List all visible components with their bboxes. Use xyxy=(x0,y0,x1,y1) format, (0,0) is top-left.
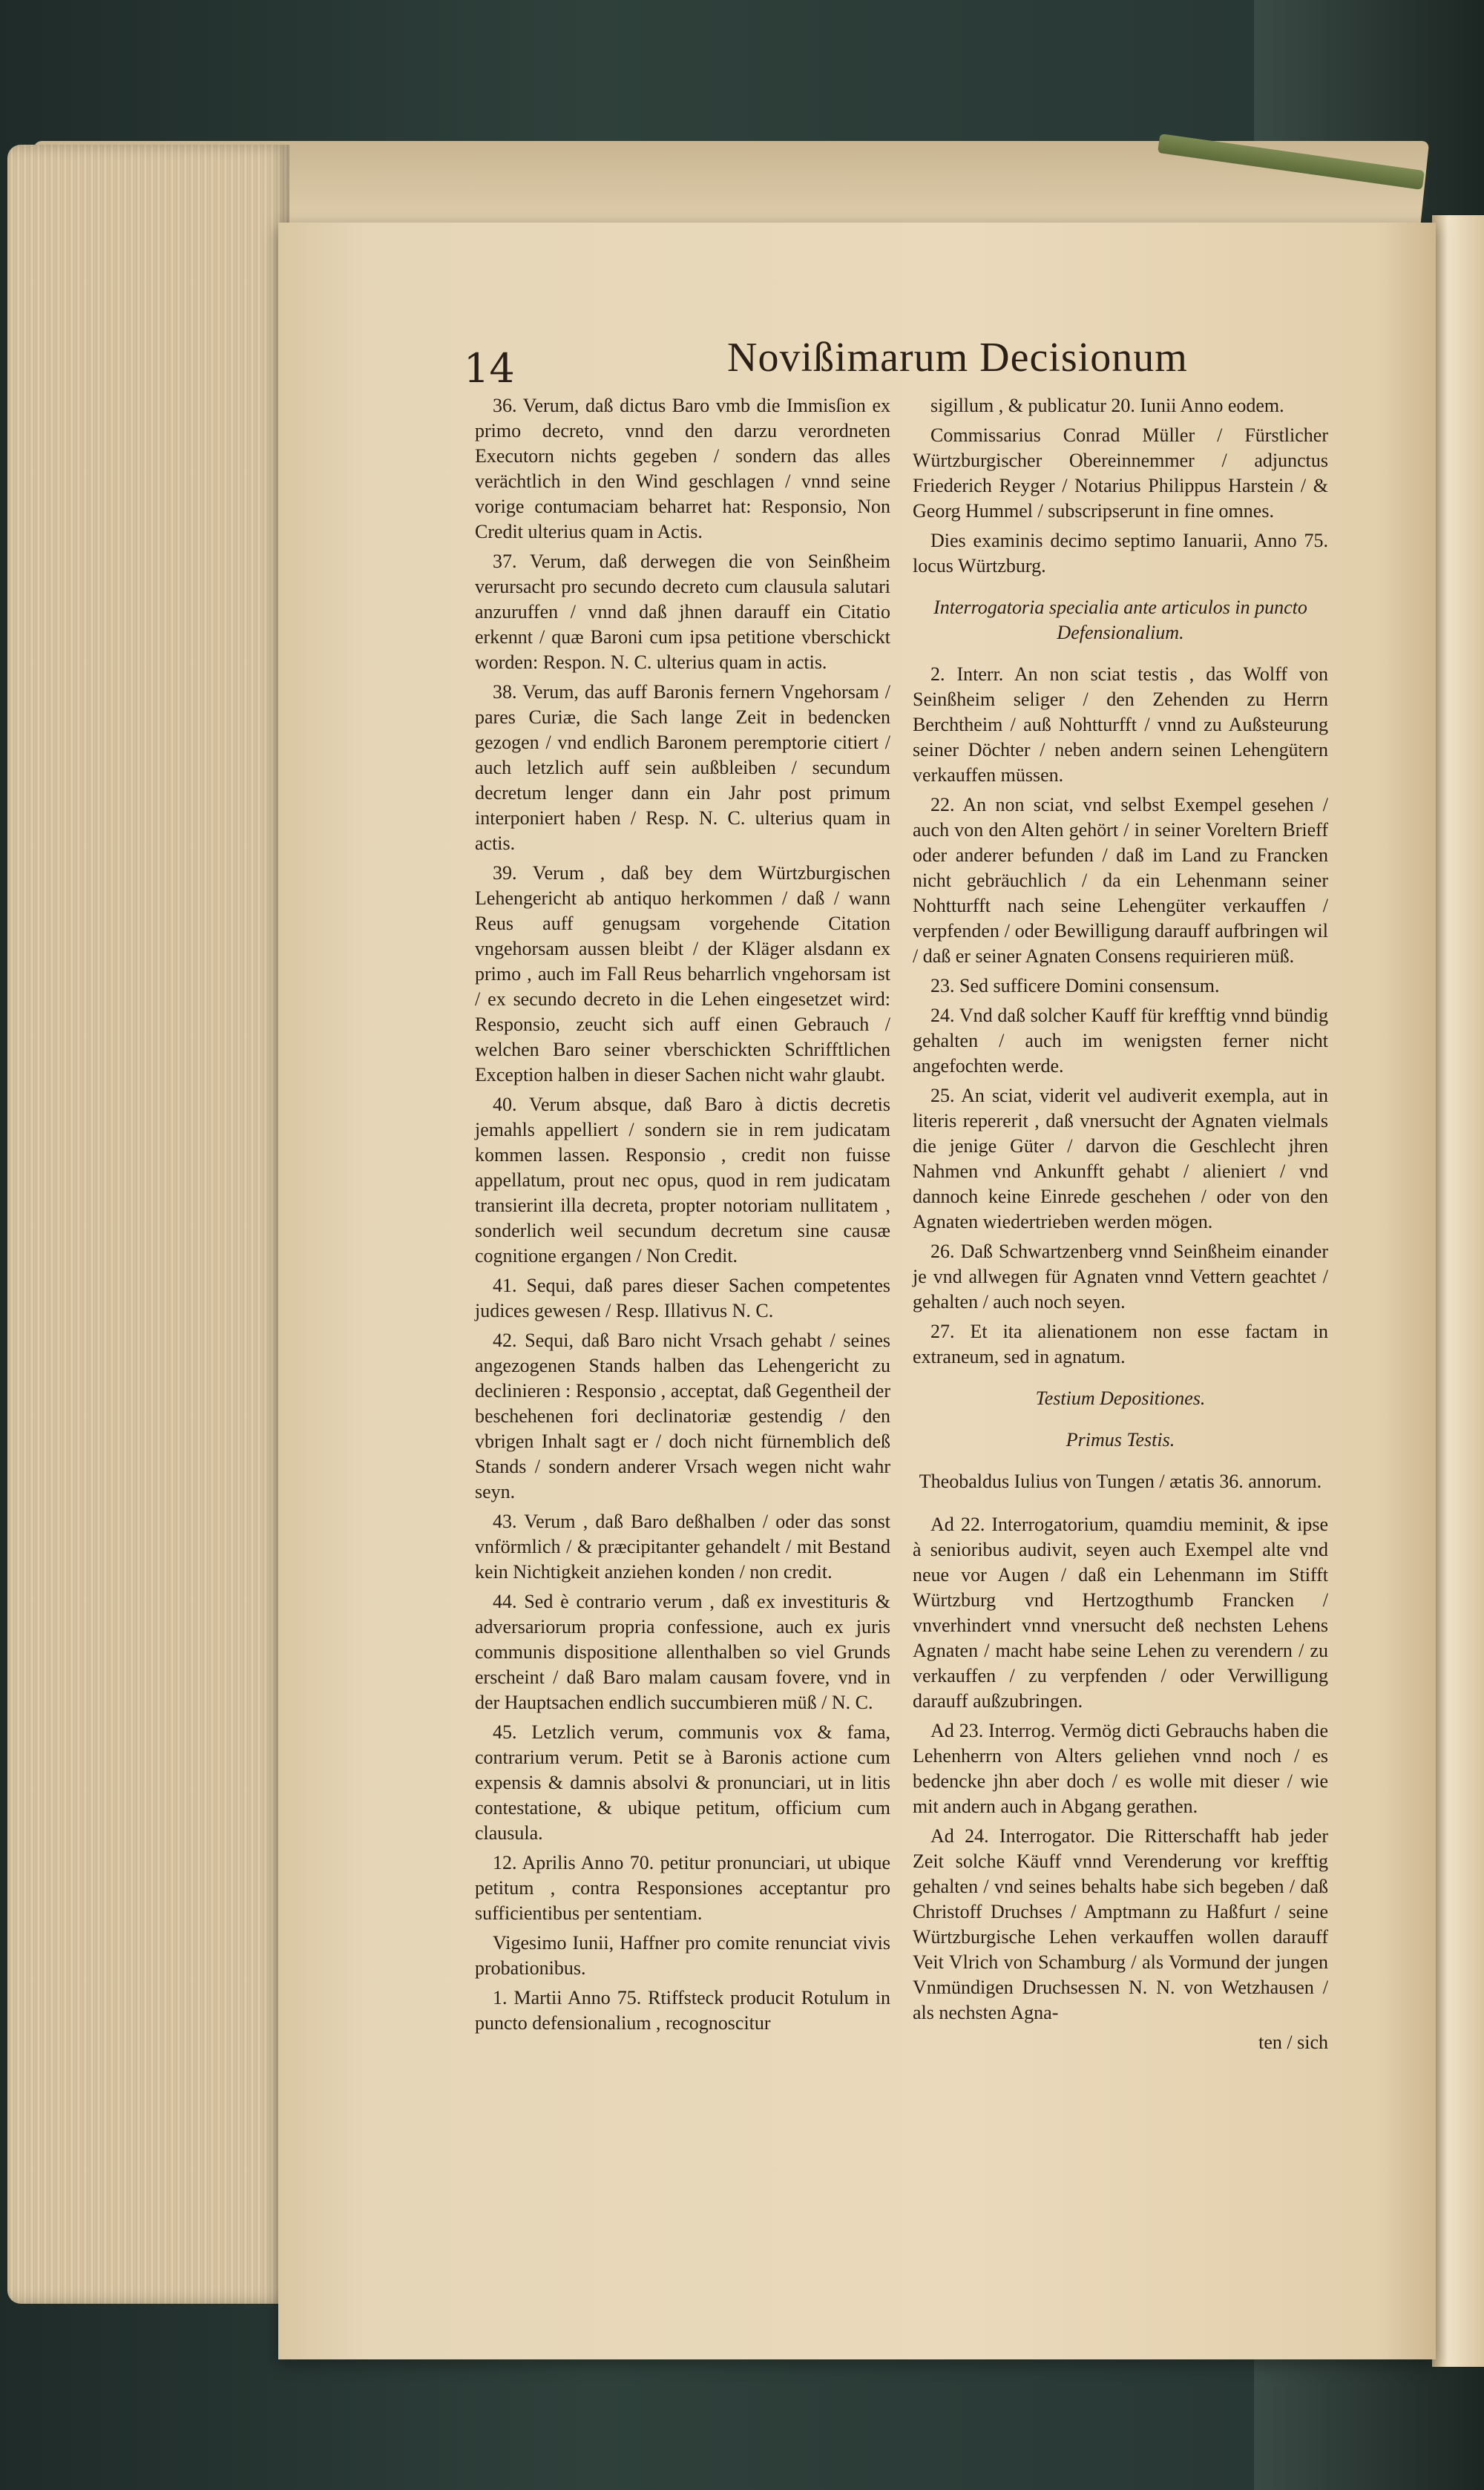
section-heading: Testium Depositiones. xyxy=(1035,1387,1206,1409)
paragraph: 36. Verum, daß dictus Baro vmb die Immisſion ex primo decreto, vnnd den darzu verordneten Executorn nichts gegeben / sondern das alles verächtlich in den Wind geschlagen / vnnd seine vorige contumaciam beharret hat: Responsio, Non Credit ulterius quam in Actis. xyxy=(475,395,890,542)
paragraph: 37. Verum, daß derwegen die von Seinßheim verursacht pro secundo decreto cum clausula salutari anzuruffen / vnnd daß jhnen darauff ein Citatio erkennt / quæ Baroni cum ipsa petitione vberschickt worden: Respon. N. C. ulterius quam in actis. xyxy=(475,551,890,673)
paragraph: Commissarius Conrad Müller / Fürstlicher Würtzburgischer Obereinnemmer / adjunctus Friederich Reyger / Notarius Philippus Harstein / & Georg Hummel / subscripserunt in fine omnes. xyxy=(913,424,1328,522)
interrogatory-item: 23. Sed sufficere Domini consensum. xyxy=(930,975,1220,996)
deposition: Ad 22. Interrogatorium, quamdiu meminit, & ipse à senioribus audivit, seyen auch Exempel alte vnd neue vor Augen / daß ein Lehenmann im Stifft Würtzburg vnd Hertzogthumb Francken / vnverhindert vnnd vnersucht deß nechsten Lehens Agnaten / macht habe seine Lehen zu verendern / zu verkauffen / zu verpfenden / oder Verwilligung darauff außzubringen. xyxy=(913,1514,1328,1712)
book-gutter xyxy=(1432,215,1484,2367)
witness-line: Theobaldus Iulius von Tungen / ætatis 36. annorum. xyxy=(919,1471,1322,1492)
interrogatory-item: 25. An sciat, viderit vel audiverit exempla, aut in literis repererit , daß vnersucht der Agnaten vielmals die jenige Güter / darvon die Geschlecht jhren Nahmen vnd Ankunfft gehabt / alieniert / vnd dannoch keine Einrede geschehen / oder von den Agnaten wiedertrieben werden mögen. xyxy=(913,1085,1328,1232)
paragraph: 42. Sequi, daß Baro nicht Vrsach gehabt / seines angezogenen Stands halben das Lehengericht zu declinieren : Responsio , acceptat, daß Gegentheil der beschehenen fori declinatoriæ gestendig / den vbrigen Inhalt sagt er / doch nicht fürnemblich deß Stands / sondern anderer Vrsach wegen nicht wahr seyn. xyxy=(475,1330,890,1502)
paragraph: 1. Martii Anno 75. Rtiffsteck producit Rotulum in puncto defensionalium , recognoscitur xyxy=(475,1987,890,2034)
interrogatory-item: 22. An non sciat, vnd selbst Exempel gesehen / auch von den Alten gehört / in seiner Voreltern Brieff oder anderer befunden / daß im Land zu Francken nicht gebräuchlich / da ein Lehenmann seiner Nohtturfft nach seine Lehengüter verkauffen / verpfenden / oder Bewilligung darauff aufbringen wil / daß er seiner Agnaten Consens requirieren müß. xyxy=(913,794,1328,967)
deposition: Ad 23. Interrog. Vermög dicti Gebrauchs haben die Lehenherrn von Alters geliehen vnnd noch / es bedencke jhn aber doch / es wolle mit dieser / wie mit andern auch in Abgang gerathen. xyxy=(913,1720,1328,1817)
right-column xyxy=(913,393,1328,2055)
interrogatory-item: 24. Vnd daß solcher Kauff für krefftig vnnd bündig gehalten / auch im wenigsten ferner nicht angefochten werde. xyxy=(913,1005,1328,1077)
interrogatory-item: 2. Interr. An non sciat testis , das Wolff von Seinßheim seliger / den Zehenden zu Herrn Berchtheim / auß Nohtturfft / vnnd zu Außsteurung seiner Döchter / neben andern seinen Lehengütern verkauffen müssen. xyxy=(913,663,1328,786)
catchword: ten / sich xyxy=(1258,2031,1328,2053)
book-page xyxy=(278,223,1436,2359)
paragraph: 38. Verum, das auff Baronis fernern Vngehorsam / pares Curiæ, die Sach lange Zeit in bedencken gezogen / vnd endlich Baronem peremptorie citiert / auch letzlich auff sein außbleiben / secundum decretum lenger dann ein Jahr post primum interponiert haben / Resp. N. C. ulterius quam in actis. xyxy=(475,681,890,854)
section-subheading: Primus Testis. xyxy=(1066,1429,1175,1451)
paragraph: Dies examinis decimo septimo Ianuarii, Anno 75. locus Würtzburg. xyxy=(913,530,1328,576)
paragraph: 44. Sed è contrario verum , daß ex investituris & adversariorum propria confessione, auch ex juris communis dispositione allenthalben so viel Grunds erscheint / daß Baro malam causam fovere, vnd in der Hauptsachen endlich succumbieren müß / N. C. xyxy=(475,1591,890,1713)
paragraph: Vigesimo Iunii, Haffner pro comite renunciat vivis probationibus. xyxy=(475,1932,890,1979)
paragraph: 43. Verum , daß Baro deßhalben / oder das sonst vnförmlich / & præcipitanter gehandelt / mit Bestand kein Nichtigkeit anziehen konden / non credit. xyxy=(475,1511,890,1583)
page-stack-edge xyxy=(7,145,289,2304)
page-number: 14 xyxy=(464,345,515,392)
paragraph: 39. Verum , daß bey dem Würtzburgischen Lehengericht ab antiquo herkommen / daß / wann Reus auff genugsam vorgehende Citation vngehorsam aussen bleibt / der Kläger alsdann ex primo , auch im Fall Reus beharrlich vngehorsam ist / ex secundo decreto in die Lehen eingesetzet wird: Responsio, zeucht sich auff einen Gebrauch / welchen Baro seiner vberschickten Schrifftlichen Exception halben in dieser Sachen nicht wahr glaubt. xyxy=(475,862,890,1085)
paragraph: 45. Letzlich verum, communis vox & fama, contrarium verum. Petit se à Baronis actione cum expensis & damnis absolvi & pronunciari, ut in litis contestatione, & ubique petitum, officium cum clausula. xyxy=(475,1721,890,1844)
deposition: Ad 24. Interrogator. Die Ritterschafft hab jeder Zeit solche Käuff vnnd Verenderung vor krefftig gehalten / vnd seines behalts habe sich begeben / daß Christoff Druchses / Amptmann zu Haßfurt / seine Würtzburgische Lehen verkauffen wollen darauff Veit Vlrich von Schamburg / als Vormund der jungen Vnmündigen Druchsessen N. N. von Wetzhausen / als nechsten Agna- xyxy=(913,1825,1328,2023)
running-title: Novißimarum Decisionum xyxy=(727,335,1188,381)
paragraph: 12. Aprilis Anno 70. petitur pronunciari, ut ubique petitum , contra Responsiones acceptantur pro sufficientibus per sententiam. xyxy=(475,1852,890,1924)
section-heading: Interrogatoria specialia ante articulos in puncto Defensionalium. xyxy=(933,597,1307,643)
interrogatory-item: 26. Daß Schwartzenberg vnnd Seinßheim einander je vnd allwegen für Agnaten vnnd Vettern geachtet / gehalten / auch noch seyen. xyxy=(913,1241,1328,1313)
interrogatory-item: 27. Et ita alienationem non esse factam in extraneum, sed in agnatum. xyxy=(913,1321,1328,1367)
paragraph: 41. Sequi, daß pares dieser Sachen competentes judices gewesen / Resp. Illativus N. C. xyxy=(475,1275,890,1321)
paragraph: 40. Verum absque, daß Baro à dictis decretis jemahls appelliert / sondern sie in rem judicatam kommen lassen. Responsio , credit non fuisse appellatum, prout nec opus, quod in rem judicatam transierint illa decreta, propter notoriam nullitatem , sonderlich weil secundum decretum sine causæ cognitione ergangen / Non Credit. xyxy=(475,1094,890,1267)
paragraph: sigillum , & publicatur 20. Iunii Anno eodem. xyxy=(930,395,1284,416)
left-column xyxy=(475,393,890,2040)
